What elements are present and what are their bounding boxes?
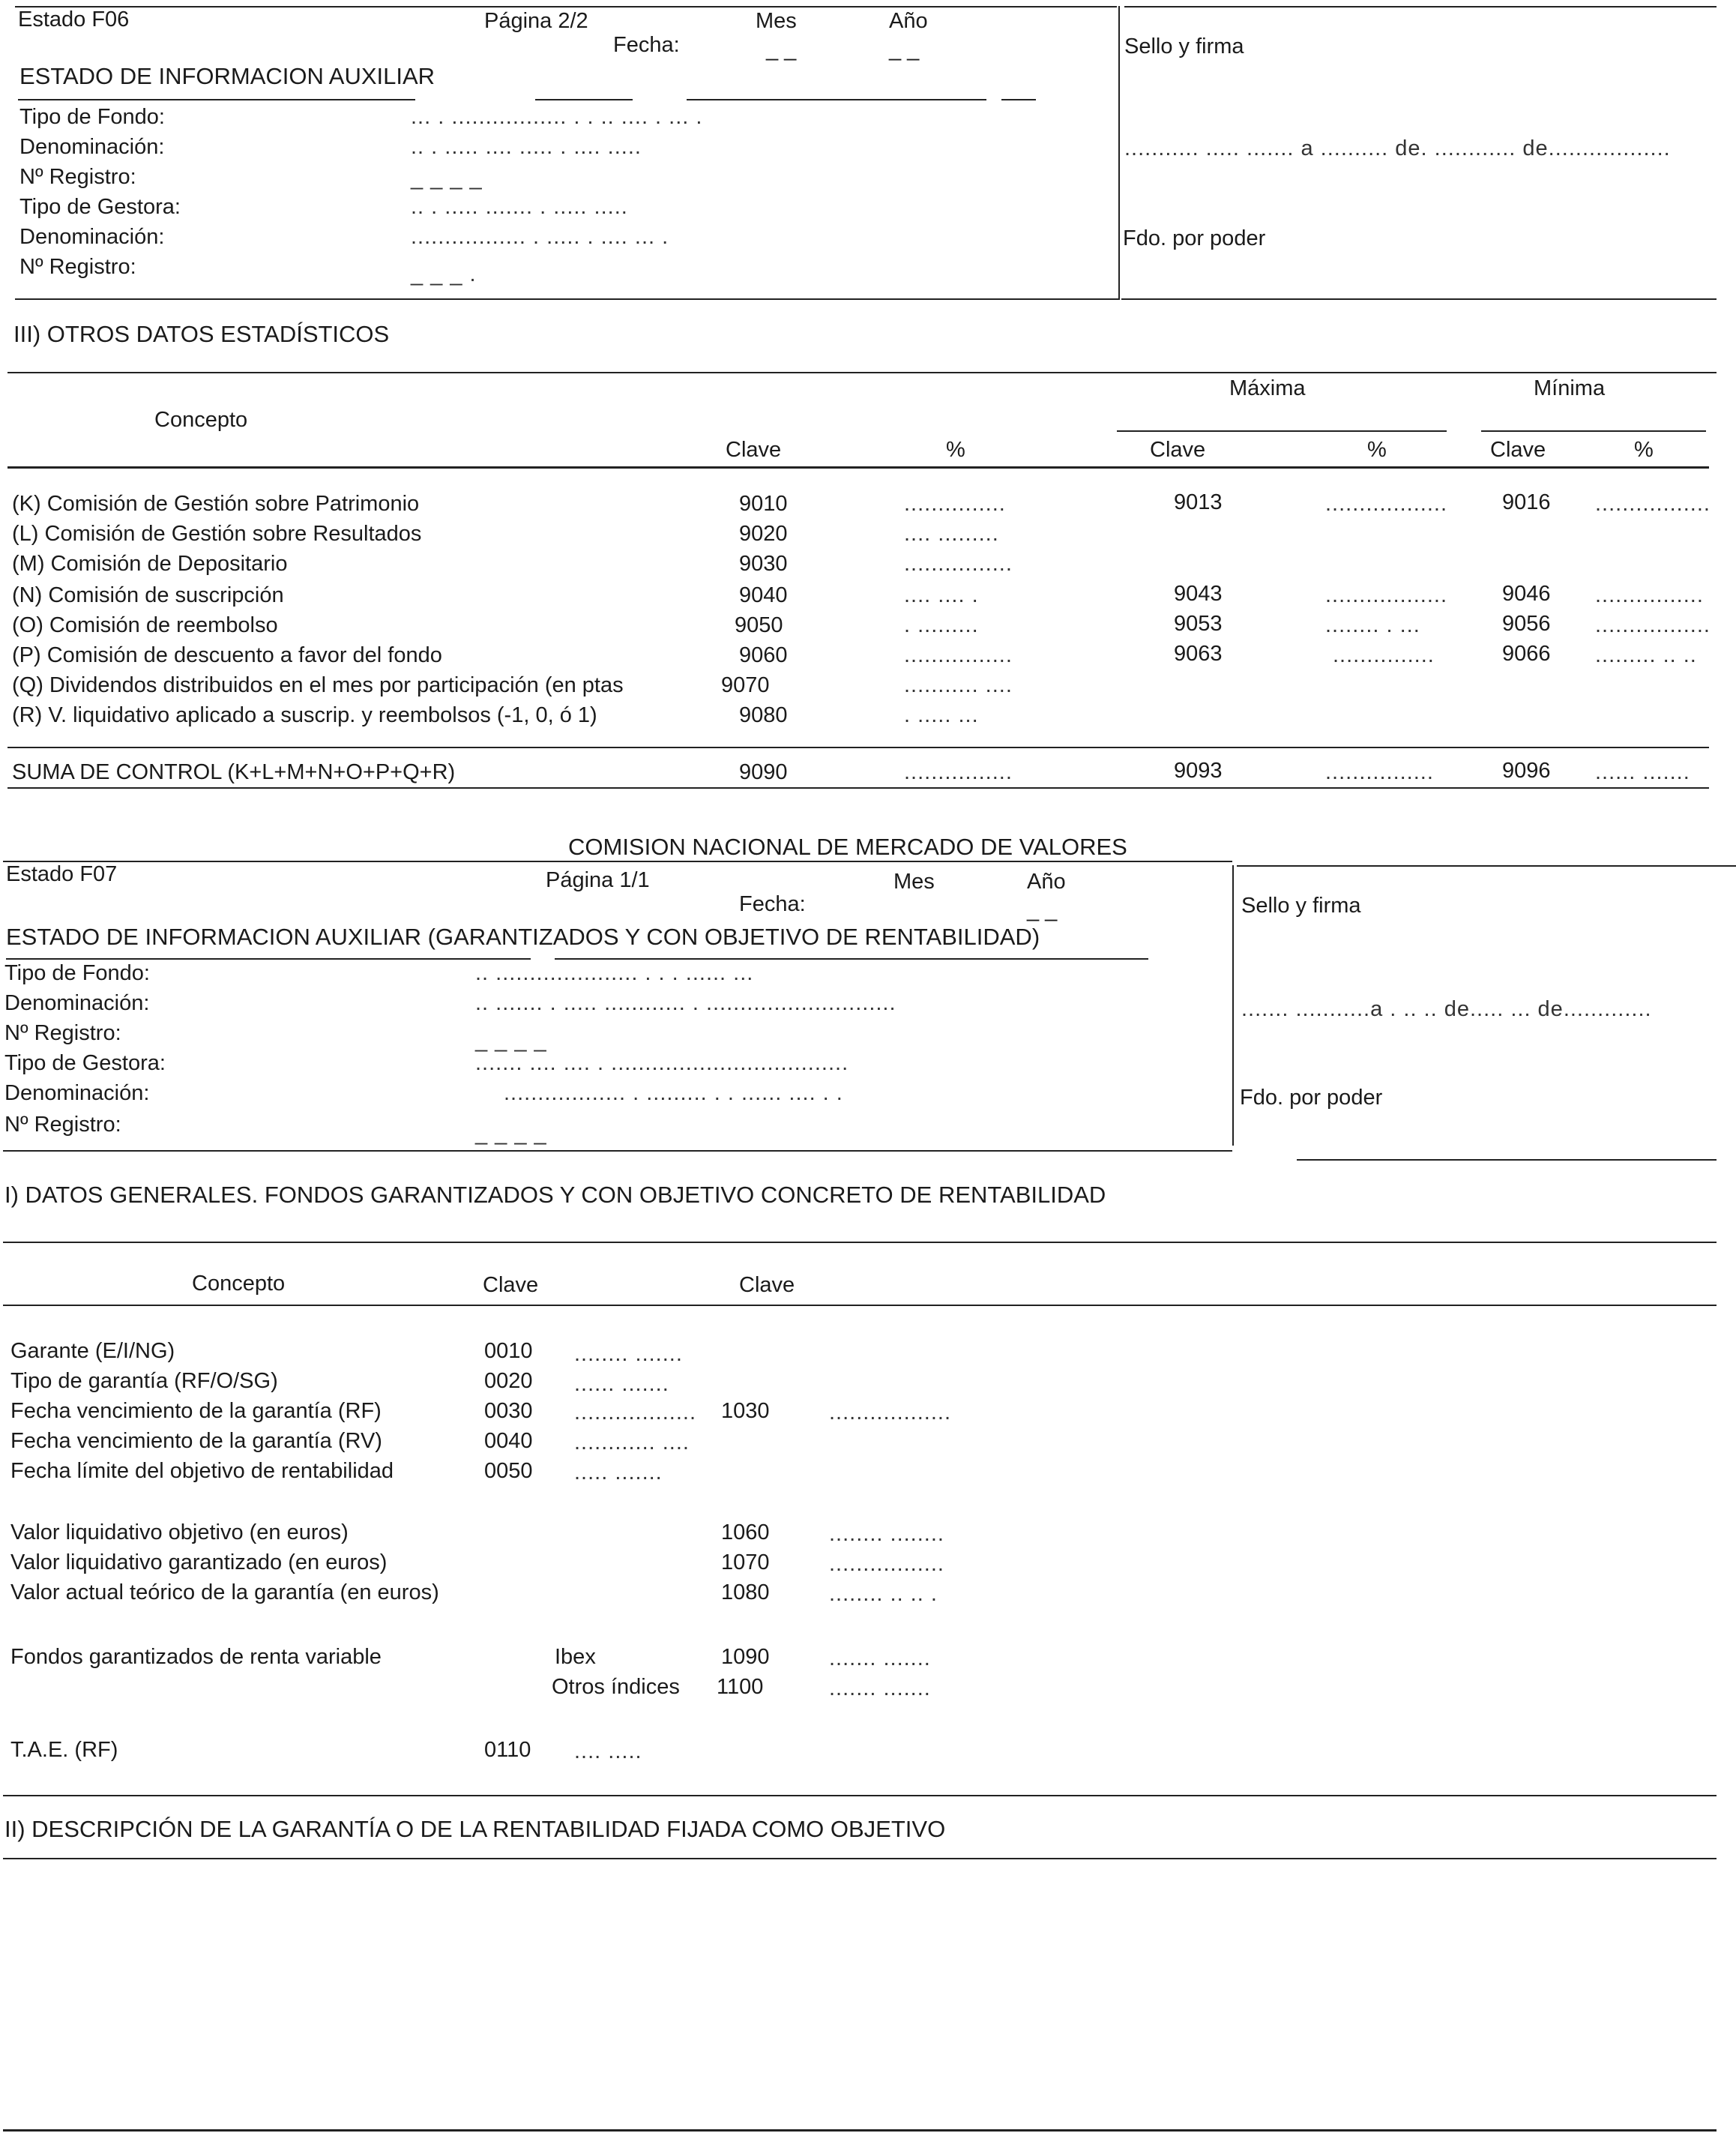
row-clave: 9080 — [739, 703, 788, 727]
field-label: Denominación: — [4, 991, 150, 1015]
suma-label: SUMA DE CONTROL (K+L+M+N+O+P+Q+R) — [12, 760, 456, 784]
row-pct: ................ — [904, 552, 1013, 576]
row-clave: 1060 — [721, 1520, 770, 1544]
form-title: ESTADO DE INFORMACION AUXILIAR — [19, 63, 435, 89]
estado-label: Estado F06 — [18, 7, 130, 31]
field-label: Denominación: — [19, 225, 165, 249]
min-clave-header: Clave — [1490, 438, 1546, 462]
section-title: I) DATOS GENERALES. FONDOS GARANTIZADOS Y CON OBJETIVO CONCRETO DE RENTABILIDAD — [4, 1182, 1106, 1208]
fecha-label: Fecha: — [739, 892, 806, 916]
fecha-label: Fecha: — [613, 33, 680, 57]
suma-min-pct: ...... ....... — [1595, 760, 1690, 784]
row-label: (M) Comisión de Depositario — [12, 552, 288, 576]
row-value: ........ ........ — [829, 1522, 944, 1546]
field-label: Tipo de Fondo: — [19, 105, 165, 129]
fdo-label: Fdo. por poder — [1240, 1086, 1383, 1110]
form-title: ESTADO DE INFORMACION AUXILIAR (GARANTIZADOS Y CON OBJETIVO DE RENTABILIDAD) — [6, 924, 1040, 950]
row-max-clave: 9053 — [1174, 612, 1223, 636]
row-clave: 1090 — [721, 1645, 770, 1669]
suma-min-clave: 9096 — [1502, 759, 1551, 783]
clave-header: Clave — [483, 1273, 539, 1297]
row-pct: ........... .... — [904, 673, 1013, 697]
field-value: _ _ _ . — [411, 262, 477, 286]
fecha-mes: _ _ — [766, 37, 797, 61]
row-label: Valor liquidativo objetivo (en euros) — [10, 1520, 349, 1544]
suma-max-pct: ................ — [1325, 760, 1434, 784]
row-clave: 1100 — [717, 1675, 764, 1699]
row-label: Fecha vencimiento de la garantía (RF) — [10, 1399, 382, 1423]
clave2-header: Clave — [739, 1273, 795, 1297]
field-value: .. . ..... ....... . ..... ..... — [411, 195, 628, 219]
sello-label: Sello y firma — [1124, 34, 1244, 58]
row-max-pct: .................. — [1325, 492, 1448, 516]
concepto-header: Concepto — [154, 408, 248, 432]
row-pct: ............... — [904, 492, 1006, 516]
row-clave: 9060 — [739, 643, 788, 667]
row-clave: 0010 — [484, 1339, 533, 1363]
row-pct: . ..... ... — [904, 703, 979, 727]
field-value: _ _ _ _ — [475, 1122, 547, 1146]
row-max-clave: 9063 — [1174, 642, 1223, 666]
row-label: Garante (E/I/NG) — [10, 1339, 175, 1363]
row-label: (R) V. liquidativo aplicado a suscrip. y reembolsos (-1, 0, ó 1) — [12, 703, 597, 727]
row-min-clave: 9046 — [1502, 582, 1551, 606]
row-clave: 1080 — [721, 1580, 770, 1604]
row-label: (P) Comisión de descuento a favor del fondo — [12, 643, 442, 667]
row-clave: 0050 — [484, 1459, 533, 1483]
tae-value: .... ..... — [574, 1739, 642, 1763]
row-sub: Ibex — [555, 1645, 596, 1669]
max-pct-header: % — [1367, 438, 1387, 462]
clave-header: Clave — [726, 438, 782, 462]
row-pct: .... ......... — [904, 522, 999, 546]
lugar-fecha: ........... ..... ....... a .......... de. ............ de.................. — [1124, 136, 1671, 160]
row-clave: 9070 — [721, 673, 770, 697]
row-label: (O) Comisión de reembolso — [12, 613, 278, 637]
minima-header: Mínima — [1534, 376, 1606, 400]
suma-clave: 9090 — [739, 760, 788, 784]
row-clave: 9040 — [739, 583, 788, 607]
row-clave2: 1030 — [721, 1399, 770, 1423]
tae-clave: 0110 — [484, 1738, 531, 1762]
anio-label: Año — [1027, 870, 1066, 894]
row-clave: 9020 — [739, 522, 788, 546]
row-label: (L) Comisión de Gestión sobre Resultados — [12, 522, 422, 546]
row-value2: .................. — [829, 1401, 952, 1425]
field-label: Nº Registro: — [19, 255, 136, 279]
field-value: _ _ _ _ — [475, 1029, 547, 1053]
field-value: ....... .... .... . ................................... — [475, 1051, 849, 1075]
min-pct-header: % — [1634, 438, 1654, 462]
row-min-clave: 9016 — [1502, 490, 1551, 514]
row-min-pct: ................ — [1595, 583, 1704, 607]
row-max-clave: 9013 — [1174, 490, 1223, 514]
row-min-clave: 9066 — [1502, 642, 1551, 666]
row-clave: 9050 — [735, 613, 783, 637]
row-clave: 1070 — [721, 1550, 770, 1574]
field-label: Denominación: — [19, 135, 165, 159]
fecha-anio: _ _ — [889, 37, 920, 61]
row-value: ............ .... — [574, 1431, 690, 1454]
row-max-pct: ........ . ... — [1325, 613, 1420, 637]
pagina-label: Página 2/2 — [484, 9, 588, 33]
suma-pct: ................ — [904, 760, 1013, 784]
field-value: _ _ _ _ — [411, 166, 483, 190]
estado-label: Estado F07 — [6, 862, 118, 886]
cnmv-title: COMISION NACIONAL DE MERCADO DE VALORES — [568, 834, 1127, 860]
field-value: .. ....... . ..... ............ . ............................ — [475, 991, 896, 1015]
row-label: (Q) Dividendos distribuidos en el mes por participación (en ptas — [12, 673, 624, 697]
row-max-clave: 9043 — [1174, 582, 1223, 606]
maxima-header: Máxima — [1229, 376, 1306, 400]
row-pct: . ......... — [904, 613, 979, 637]
field-label: Nº Registro: — [4, 1113, 121, 1137]
max-clave-header: Clave — [1150, 438, 1206, 462]
fecha-anio: _ _ — [1027, 898, 1058, 922]
field-label: Denominación: — [4, 1081, 150, 1105]
field-label: Tipo de Fondo: — [4, 961, 150, 985]
field-value: .. ..................... . . . ...... ... — [475, 961, 754, 985]
row-clave: 9010 — [739, 492, 788, 516]
anio-label: Año — [889, 9, 928, 33]
sello-label: Sello y firma — [1241, 894, 1361, 918]
row-min-clave: 9056 — [1502, 612, 1551, 636]
row-max-pct: ............... — [1333, 643, 1435, 667]
row-label: (K) Comisión de Gestión sobre Patrimonio — [12, 492, 420, 516]
lugar-fecha: ....... ...........a . .. .. de..... ... de............. — [1241, 997, 1652, 1021]
field-value: ... . ................. . . .. .... . ... . — [411, 105, 703, 129]
pagina-label: Página 1/1 — [546, 868, 650, 892]
row-label: Fecha vencimiento de la garantía (RV) — [10, 1429, 382, 1453]
row-clave: 9030 — [739, 552, 788, 576]
section-title: III) OTROS DATOS ESTADÍSTICOS — [13, 321, 390, 347]
row-label: Valor actual teórico de la garantía (en euros) — [10, 1580, 439, 1604]
row-min-pct: ................. — [1595, 492, 1711, 516]
row-max-pct: .................. — [1325, 583, 1448, 607]
tae-label: T.A.E. (RF) — [10, 1738, 118, 1762]
field-value: ................. . ..... . .... ... . — [411, 225, 669, 249]
row-value: ....... ....... — [829, 1646, 931, 1670]
row-min-pct: ......... .. .. — [1595, 643, 1697, 667]
row-label: Valor liquidativo garantizado (en euros) — [10, 1550, 388, 1574]
fdo-label: Fdo. por poder — [1123, 226, 1266, 250]
mes-label: Mes — [893, 870, 935, 894]
row-value: ........ .. .. . — [829, 1582, 938, 1606]
row-pct: ................ — [904, 643, 1013, 667]
row-value: ...... ....... — [574, 1372, 669, 1396]
row-label: Fecha límite del objetivo de rentabilidad — [10, 1459, 394, 1483]
row-pct: .... .... . — [904, 583, 979, 607]
field-label: Nº Registro: — [4, 1021, 121, 1045]
row-clave: 0030 — [484, 1399, 533, 1423]
row-sub: Otros índices — [552, 1675, 680, 1699]
row-value: ..... ....... — [574, 1460, 663, 1484]
row-value: ........ ....... — [574, 1342, 683, 1366]
pct-header: % — [946, 438, 965, 462]
row-clave: 0020 — [484, 1369, 533, 1393]
field-value: .................. . ......... . . ...... .... . . — [504, 1081, 843, 1105]
row-label: (N) Comisión de suscripción — [12, 583, 284, 607]
suma-max-clave: 9093 — [1174, 759, 1223, 783]
row-value: ................. — [829, 1552, 944, 1576]
concepto-header: Concepto — [192, 1272, 286, 1296]
row-value: ....... ....... — [829, 1676, 931, 1700]
section-title: II) DESCRIPCIÓN DE LA GARANTÍA O DE LA RENTABILIDAD FIJADA COMO OBJETIVO — [4, 1816, 946, 1842]
row-min-pct: ................. — [1595, 613, 1711, 637]
field-value: .. . ..... .... ..... . .... ..... — [411, 135, 642, 159]
rv-label: Fondos garantizados de renta variable — [10, 1645, 382, 1669]
row-value: .................. — [574, 1401, 697, 1425]
mes-label: Mes — [756, 9, 797, 33]
field-label: Tipo de Gestora: — [4, 1051, 166, 1075]
row-label: Tipo de garantía (RF/O/SG) — [10, 1369, 278, 1393]
row-clave: 0040 — [484, 1429, 533, 1453]
field-label: Nº Registro: — [19, 165, 136, 189]
field-label: Tipo de Gestora: — [19, 195, 181, 219]
